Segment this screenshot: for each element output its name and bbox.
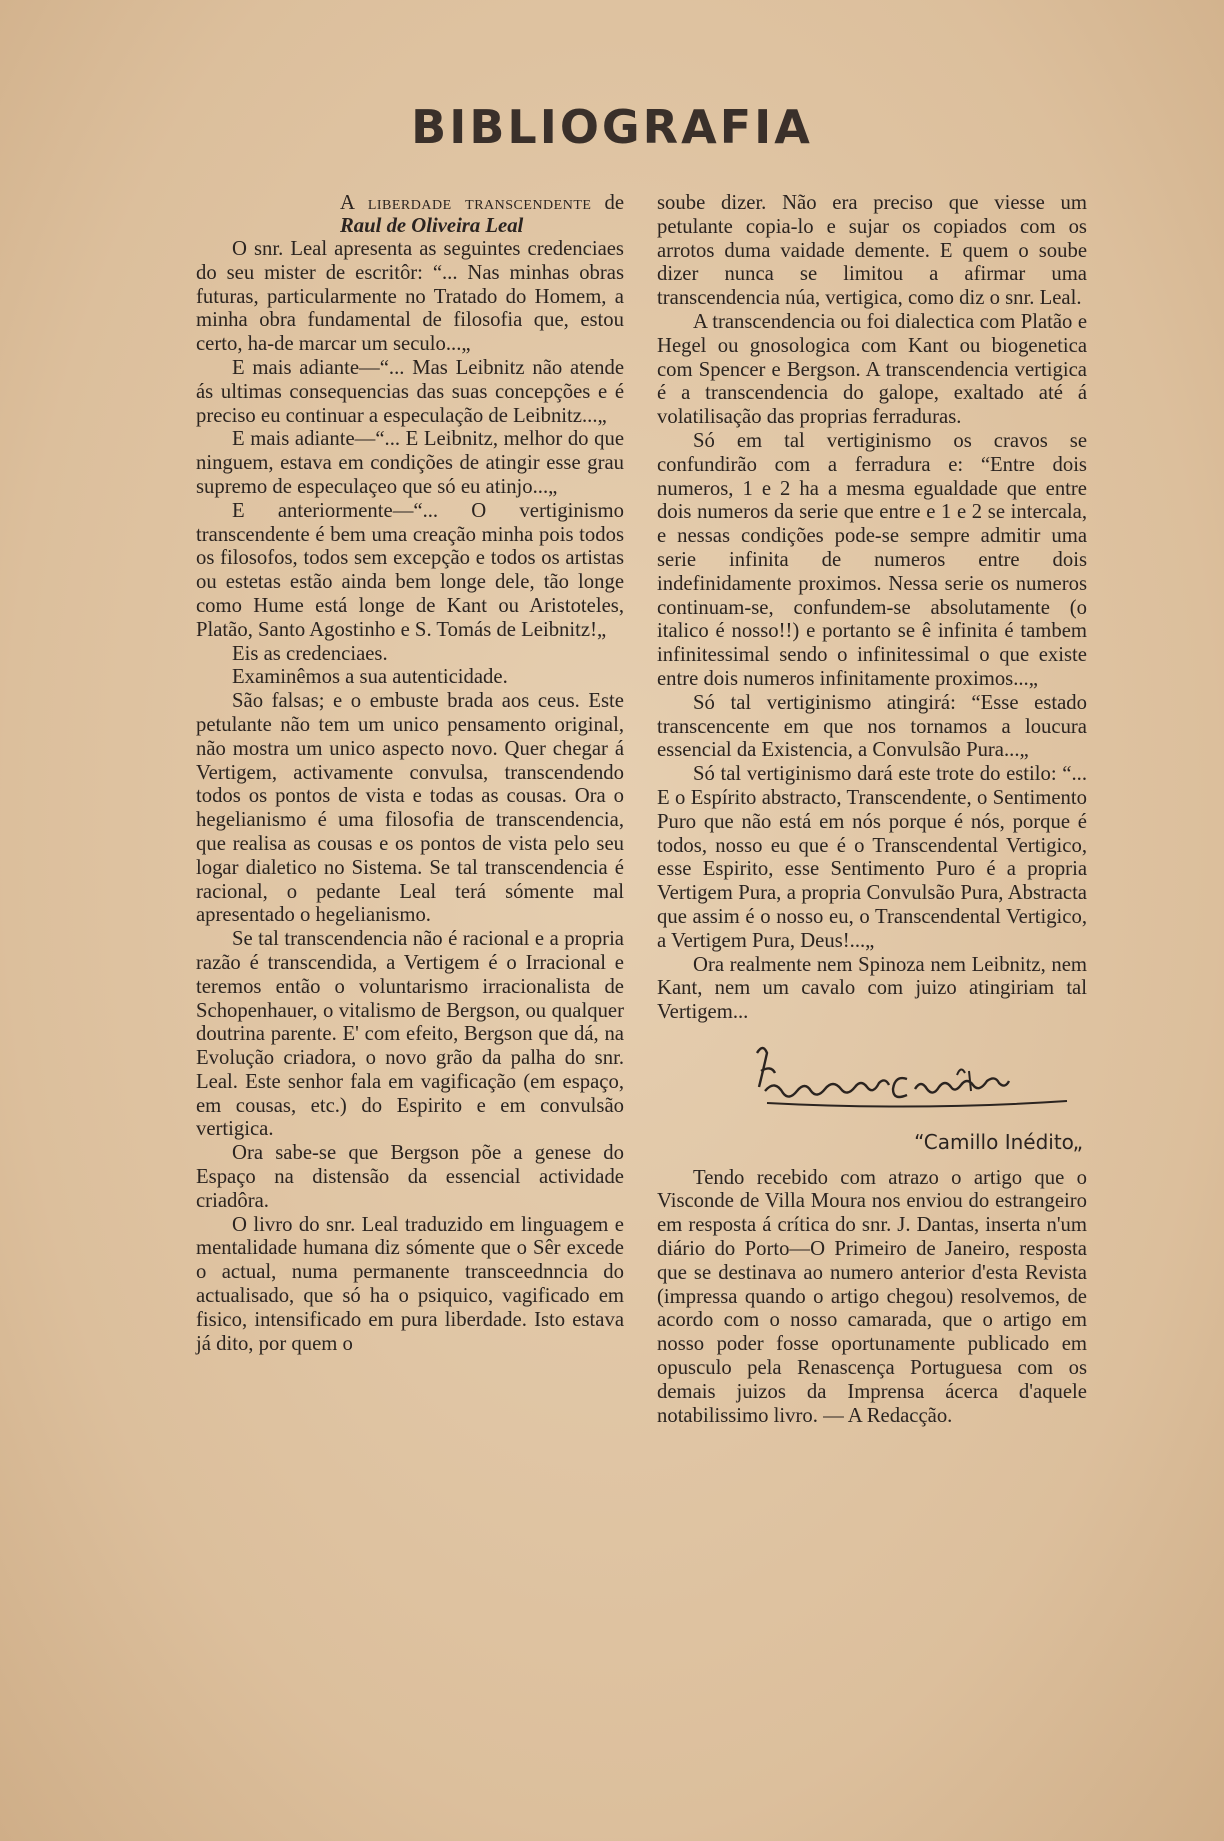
paragraph: Eis as credenciaes.	[232, 642, 388, 665]
left-column	[196, 192, 624, 1356]
paragraph: São falsas; e o embuste brada aos ceus. Este petulante não tem um unico pensamento original, não mostra um unico aspecto novo. Quer chegar á Vertigem, activamente convulsa, transcendendo todos os pontos de vista e todas as cousas. Ora o hegelianismo é uma filosofia de transcendencia, que realisa as cousas e os pontos de vista pelo seu logar dialetico no Sistema. Se tal transcendencia é racional, o pedante Leal terá sómente mal apresentado o hegelianismo.	[196, 690, 624, 927]
paragraph: Só em tal vertiginismo os cravos se confundirão com a ferradura e: “Entre dois numeros, 1 e 2 ha a mesma egualdade que entre dois numeros da serie que entre e 1 e 2 se intercala, e nessas condições pode-se sempre admitir uma serie infinita de numeros entre dois indefinidamente proximos. Nessa serie os numeros continuam-se, confundem-se absolutamente (o italico é nosso!!) e portanto se ê infinita é tambem infinitessimal sendo o infinitessimal o que existe entre dois numeros infinitamente proximos...„	[657, 429, 1087, 690]
author-name: Raul de Oliveira Leal	[340, 215, 524, 237]
paragraph: Ora sabe-se que Bergson põe a genese do Espaço na distensão da essencial actividade criadôra.	[196, 1142, 624, 1212]
paragraph: O snr. Leal apresenta as seguintes credenciaes do seu mister de escritôr: “... Nas minhas obras futuras, particularmente no Tratado do Homem, a minha obra fundamental de filosofia que, estou certo, ha-de marcar um seculo...„	[196, 238, 624, 356]
paragraph: O livro do snr. Leal traduzido em linguagem e mentalidade humana diz sómente que o Sêr excede o actual, numa permanente transceednncia do actualisado, que só ha o psiquico, vagificado em fisico, intensificado em pura liberdade. Isto estava já dito, por quem o	[196, 1213, 624, 1355]
section-heading: “Camillo Inédito„	[914, 1129, 1083, 1154]
paragraph: Só tal vertiginismo atingirá: “Esse estado transcencente em que nos tornamos a loucura essencial da Existencia, a Convulsão Pura...„	[657, 691, 1087, 762]
right-column	[657, 192, 1087, 1428]
paragraph: Examinêmos a sua autenticidade.	[232, 666, 508, 689]
book-title: A liberdade transcendente	[340, 192, 592, 214]
paragraph: Ora realmente nem Spinoza nem Leibnitz, nem Kant, nem um cavalo com juizo atingiriam tal Vertigem...	[657, 953, 1087, 1024]
paragraph: soube dizer. Não era preciso que viesse um petulante copia-lo e sujar os copiados com os arrotos duma vaidade demente. E quem o soube dizer nunca se limitou a afirmar uma transcendencia núa, vertigica, como diz o snr. Leal.	[657, 192, 1087, 310]
by-word: de	[604, 192, 624, 214]
paragraph: E anteriormente—“... O vertiginismo transcendente é bem uma creação minha pois todos os filosofos, todos sem excepção e todos os artistas ou estetas estão ainda bem longe dele, tão longe como Hume está longe de Kant ou Aristoteles, Platão, Santo Agostinho e S. Tomás de Leibnitz!„	[196, 499, 624, 641]
paragraph: Tendo recebido com atrazo o artigo que o Visconde de Villa Moura nos enviou do estrangeiro em resposta á crítica do snr. J. Dantas, inserta n'um diário do Porto—O Primeiro de Janeiro, resposta que se destinava ao numero anterior d'esta Revista (impressa quando o artigo chegou) resolvemos, de acordo com o nosso camarada, que o artigo em nosso poder fosse oportunamente publicado em opusculo pela Renascença Portuguesa com os demais juizos da Imprensa ácerca d'aquele notabilissimo livro. — A Redacção.	[657, 1166, 1087, 1427]
review-heading	[196, 192, 624, 238]
page-title: BIBLIOGRAFIA	[411, 100, 813, 154]
paragraph: E mais adiante—“... E Leibnitz, melhor do que ninguem, estava em condições de atingir esse grau supremo de especulaçeo que só eu atinjo...„	[196, 428, 624, 498]
paragraph: A transcendencia ou foi dialectica com Platão e Hegel ou gnosologica com Kant ou biogenetica com Spencer e Bergson. A transcendencia vertigica é a transcendencia do galope, exaltado até á volatilisação das proprias ferraduras.	[657, 310, 1087, 429]
handwritten-signature	[657, 1031, 1087, 1121]
paragraph: Se tal transcendencia não é racional e a propria razão é transcendida, a Vertigem é o Irracional e teremos então o voluntarismo irracionalista de Schopenhauer, o vitalismo de Bergson, ou qualquer doutrina parente. E' com efeito, Bergson que dá, na Evolução criadora, o novo grão da palha do snr. Leal. Este senhor fala em vagificação (em espaço, em cousas, etc.) do Espirito e em convulsão vertigica.	[196, 928, 624, 1141]
paragraph: Só tal vertiginismo dará este trote do estilo: “... E o Espírito abstracto, Transcendente, o Sentimento Puro que não está em nós porque é nós, porque é todos, nosso eu que é o Transcendental Vertigico, esse Espirito, esse Sentimento Puro é a propria Vertigem Pura, a propria Convulsão Pura, Abstracta que assim é o nosso eu, o Transcendental Vertigico, a Vertigem Pura, Deus!...„	[657, 763, 1087, 952]
paragraph: E mais adiante—“... Mas Leibnitz não atende ás ultimas consequencias das suas concepções e é preciso eu continuar a especulação de Leibnitz...„	[196, 356, 624, 427]
